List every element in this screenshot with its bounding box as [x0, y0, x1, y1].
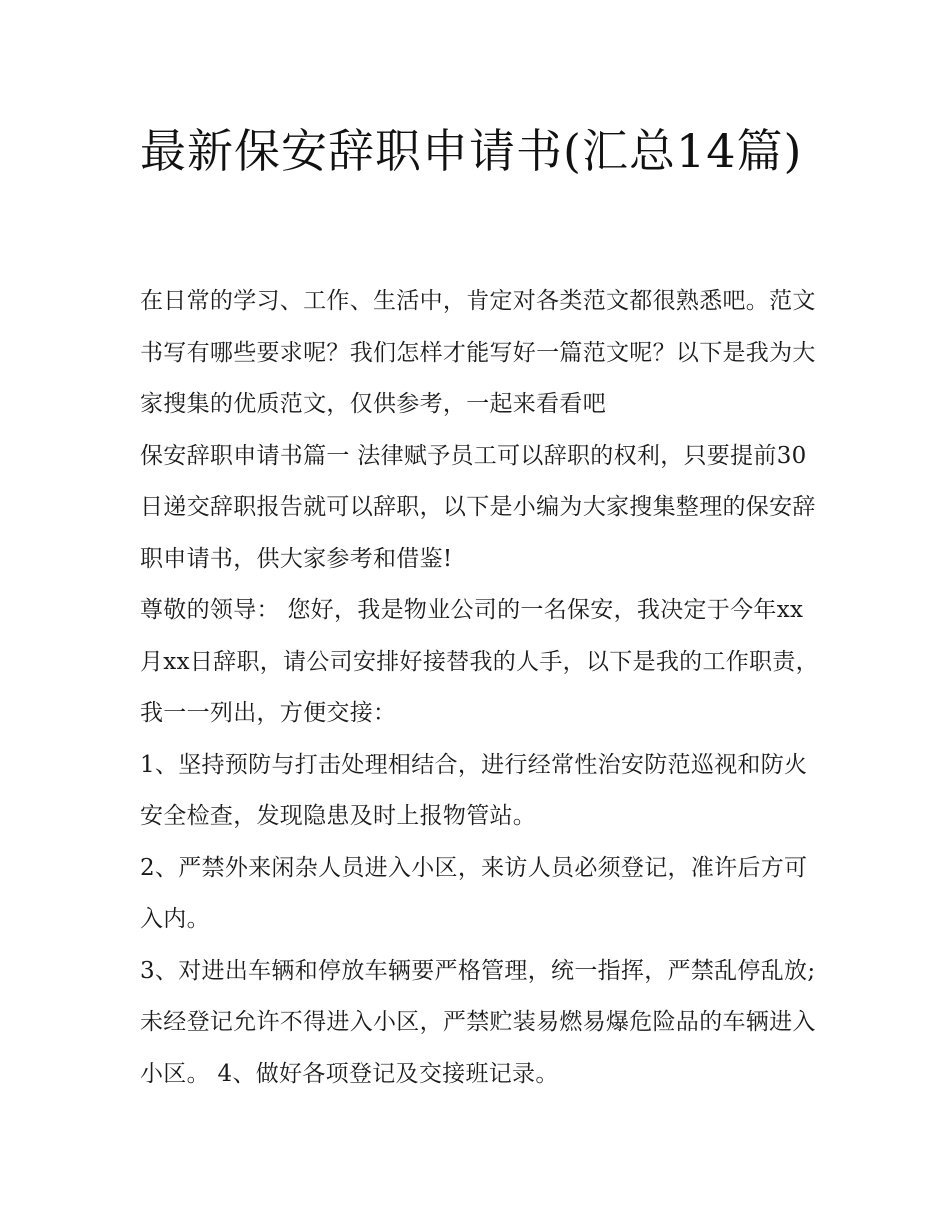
- duty-item-2: 2、严禁外来闲杂人员进入小区，来访人员必须登记，准许后方可入内。: [140, 854, 808, 932]
- duty-item-1: 1、坚持预防与打击处理相结合，进行经常性治安防范巡视和防火安全检查，发现隐患及时上报物管站。: [140, 751, 808, 829]
- document-title: 最新保安辞职申请书(汇总14篇): [140, 124, 803, 178]
- greeting-paragraph: 尊敬的领导： 您好，我是物业公司的一名保安，我决定于今年xx月xx日辞职，请公司安排好接替我的人手，以下是我的工作职责，我一一列出，方便交接：: [140, 597, 819, 726]
- duty-item-3: 3、对进出车辆和停放车辆要严格管理，统一指挥，严禁乱停乱放;未经登记允许不得进入小区，严禁贮装易燃易爆危险品的车辆进入小区。 4、做好各项登记及交接班记录。: [140, 957, 816, 1087]
- document-body: [140, 276, 820, 1100]
- intro-paragraph: 在日常的学习、工作、生活中，肯定对各类范文都很熟悉吧。范文书写有哪些要求呢？我们怎样才能写好一篇范文呢？以下是我为大家搜集的优质范文，仅供参考，一起来看看吧: [140, 288, 816, 417]
- section-one-paragraph: 保安辞职申请书篇一 法律赋予员工可以辞职的权利，只要提前30日递交辞职报告就可以辞职，以下是小编为大家搜集整理的保安辞职申请书，供大家参考和借鉴!: [140, 442, 816, 572]
